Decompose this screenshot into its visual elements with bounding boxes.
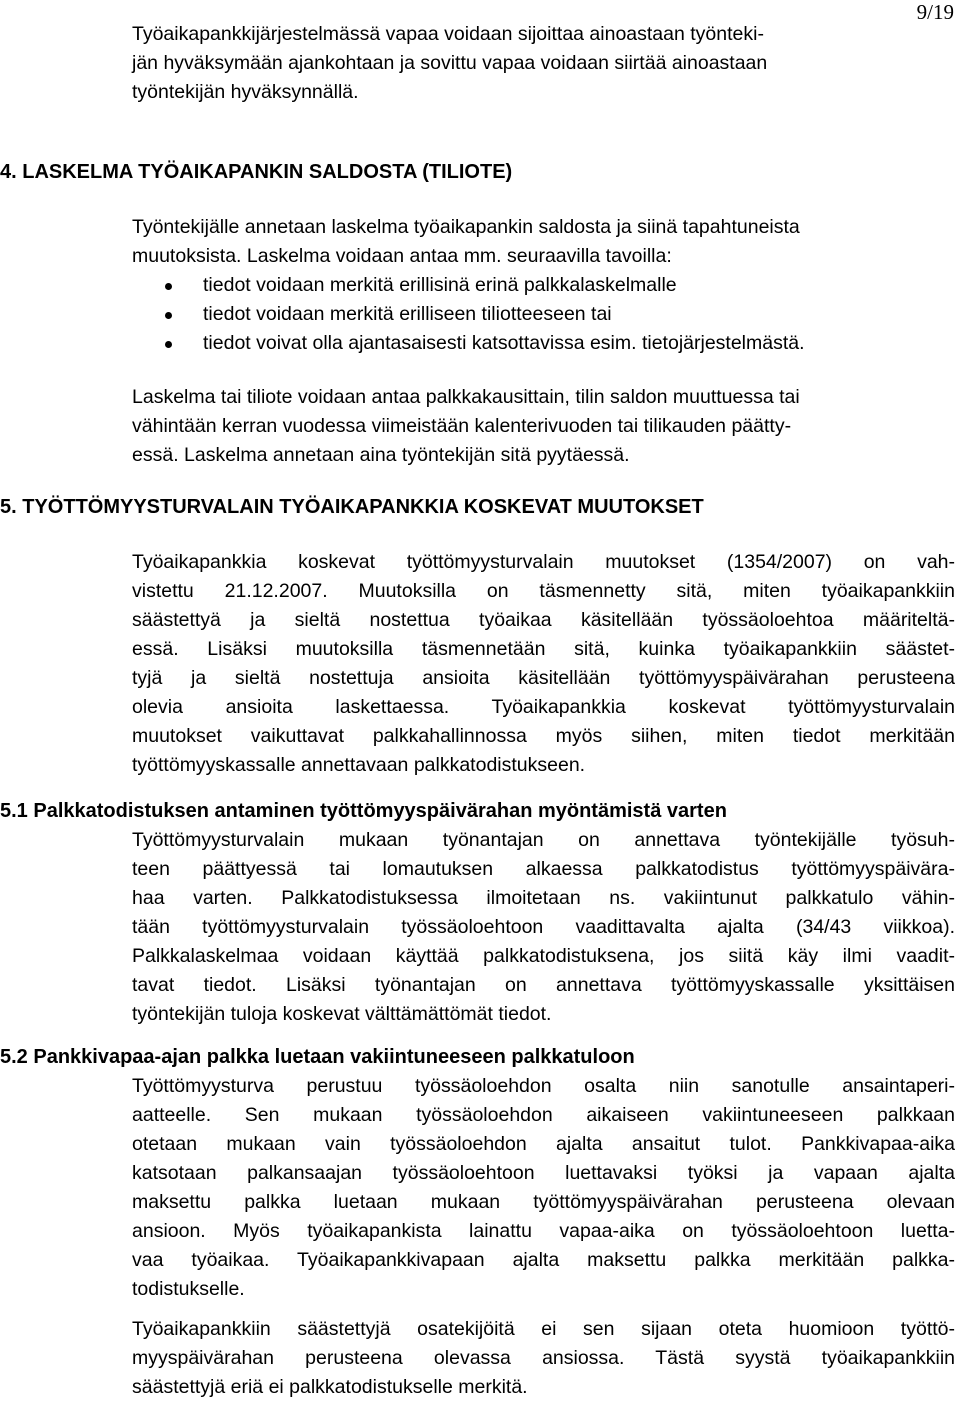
- section5-paragraph: [132, 548, 955, 780]
- bullet-icon: [165, 341, 172, 348]
- text-line: Työttömyysturva perustuu työssäoloehdon osalta niin sanotulle ansaintaperi-: [132, 1075, 955, 1097]
- text-line: Työaikapankkijärjestelmässä vapaa voidaan sijoittaa ainoastaan työnteki-: [132, 23, 764, 45]
- section4-paragraph-2: [132, 383, 955, 470]
- section51-paragraph: [132, 826, 955, 1029]
- text-line: Palkkalaskelmaa voidaan käyttää palkkatodistuksena, jos siitä käy ilmi vaadit-: [132, 945, 955, 967]
- text-line: myyspäivärahan perusteena olevassa ansiossa. Tästä syystä työaikapankkiin: [132, 1347, 955, 1369]
- text-line: työntekijän hyväksynnällä.: [132, 81, 359, 103]
- text-line: Laskelma tai tiliote voidaan antaa palkkakausittain, tilin saldon muuttuessa tai: [132, 386, 800, 408]
- list-item: [150, 300, 955, 329]
- text-line: tään työttömyysturvalain työssäoloehtoon vaadittavalta ajalta (34/43 viikkoa).: [132, 916, 955, 938]
- list-item-text: tiedot voivat olla ajantasaisesti katsottavissa esim. tietojärjestelmästä.: [203, 332, 805, 354]
- text-line: Työttömyysturvalain mukaan työnantajan on annettava työntekijälle työsuh-: [132, 829, 955, 851]
- section-heading-5: 5. TYÖTTÖMYYSTURVALAIN TYÖAIKAPANKKIA KOSKEVAT MUUTOKSET: [0, 496, 704, 518]
- text-line: otetaan mukaan vain työssäoloehdon ajalta ansaitut tulot. Pankkivapaa-aika: [132, 1133, 955, 1155]
- text-line: katsotaan palkansaajan työssäoloehtoon luettavaksi työksi ja vapaan ajalta: [132, 1162, 955, 1184]
- text-line: muutokset vaikuttavat palkkahallinnossa myös siihen, miten tiedot merkitään: [132, 725, 955, 747]
- text-line: ansioon. Myös työaikapankista lainattu vapaa-aika on työssäoloehtoon luetta-: [132, 1220, 955, 1242]
- text-line: aatteelle. Sen mukaan työssäoloehdon aikaiseen vakiintuneeseen palkkaan: [132, 1104, 955, 1126]
- section-heading-5-1: 5.1 Palkkatodistuksen antaminen työttömyyspäivärahan myöntämistä varten: [0, 800, 727, 822]
- text-line: vähintään kerran vuodessa viimeistään kalenterivuoden tai tilikauden päätty-: [132, 415, 792, 437]
- text-line: vistettu 21.12.2007. Muutoksilla on täsmennetty sitä, miten työaikapankkiin: [132, 580, 955, 602]
- section4-paragraph-1: [132, 213, 955, 271]
- list-item: [150, 329, 955, 358]
- text-line: Työaikapankkiin säästettyjä osatekijöitä ei sen sijaan oteta huomioon työttö-: [132, 1318, 955, 1340]
- bullet-icon: [165, 312, 172, 319]
- text-line: essä. Laskelma annetaan aina työntekijän sitä pyytäessä.: [132, 444, 630, 466]
- text-line: vaa työaikaa. Työaikapankkivapaan ajalta maksettu palkka merkitään palkka-: [132, 1249, 955, 1271]
- text-line: työntekijän tuloja koskevat välttämättömät tiedot.: [132, 1003, 552, 1025]
- section4-bullet-list: [150, 271, 955, 358]
- text-line: työttömyyskassalle annettavaan palkkatodistukseen.: [132, 754, 586, 776]
- list-item-text: tiedot voidaan merkitä erilliseen tiliotteeseen tai: [203, 303, 612, 325]
- text-line: Työaikapankkia koskevat työttömyysturvalain muutokset (1354/2007) on vah-: [132, 551, 955, 573]
- page-number: 9/19: [916, 0, 954, 24]
- intro-paragraph: [132, 20, 955, 107]
- text-line: muutoksista. Laskelma voidaan antaa mm. seuraavilla tavoilla:: [132, 245, 672, 267]
- text-line: säästettyjä eriä ei palkkatodistukselle merkitä.: [132, 1376, 528, 1398]
- section-heading-4: 4. LASKELMA TYÖAIKAPANKIN SALDOSTA (TILIOTE): [0, 161, 513, 183]
- text-line: maksettu palkka luetaan mukaan työttömyyspäivärahan perusteena olevaan: [132, 1191, 955, 1213]
- text-line: Työntekijälle annetaan laskelma työaikapankin saldosta ja siinä tapahtuneista: [132, 216, 800, 238]
- text-line: tavat tiedot. Lisäksi työnantajan on annettava työttömyyskassalle yksittäisen: [132, 974, 955, 996]
- section52-paragraph-2: [132, 1315, 955, 1402]
- section52-paragraph-1: [132, 1072, 955, 1304]
- text-line: todistukselle.: [132, 1278, 245, 1300]
- bullet-icon: [165, 283, 172, 290]
- text-line: jän hyväksymään ajankohtaan ja sovittu vapaa voidaan siirtää ainoastaan: [132, 52, 768, 74]
- text-line: teen päättyessä tai lomautuksen alkaessa palkkatodistus työttömyyspäivära-: [132, 858, 955, 880]
- section-heading-5-2: 5.2 Pankkivapaa-ajan palkka luetaan vakiintuneeseen palkkatuloon: [0, 1046, 635, 1068]
- list-item-text: tiedot voidaan merkitä erillisinä erinä palkkalaskelmalle: [203, 274, 677, 296]
- list-item: [150, 271, 955, 300]
- text-line: olevia ansioita laskettaessa. Työaikapankkia koskevat työttömyysturvalain: [132, 696, 955, 718]
- text-line: tyjä ja sieltä nostettuja ansioita käsitellään työttömyyspäivärahan perusteena: [132, 667, 955, 689]
- text-line: haa varten. Palkkatodistuksessa ilmoitetaan ns. vakiintunut palkkatulo vähin-: [132, 887, 955, 909]
- text-line: säästettyä ja sieltä nostettua työaikaa käsitellään työssäoloehtoa määriteltä-: [132, 609, 955, 631]
- text-line: essä. Lisäksi muutoksilla täsmennetään sitä, kuinka työaikapankkiin säästet-: [132, 638, 955, 660]
